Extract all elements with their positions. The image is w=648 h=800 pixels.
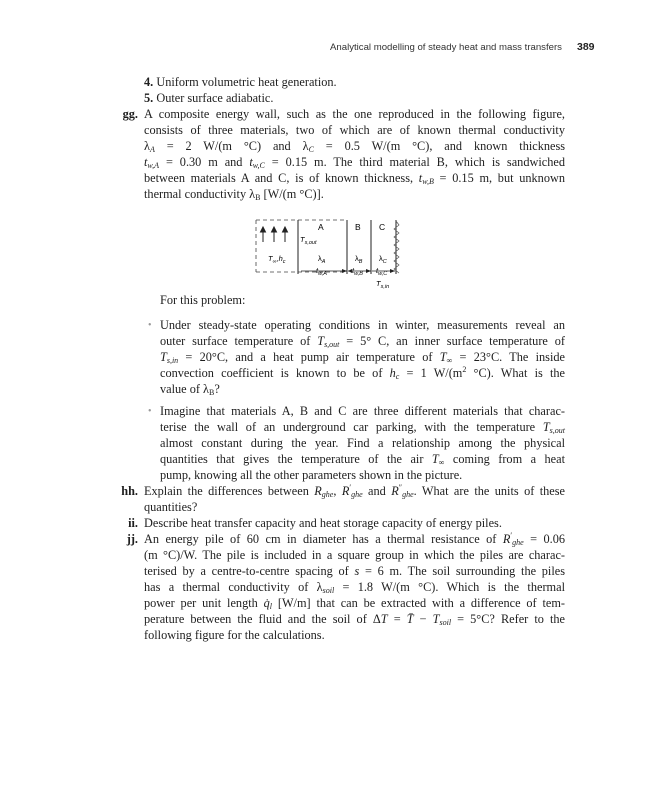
problem-intro: For this problem:	[160, 293, 246, 307]
label-ts-out: $T_{s,out}$	[300, 235, 317, 246]
list-item-5: 5. Outer surface adiabatic.	[144, 91, 274, 105]
hh-line-1: Explain the differences between $R_{ghe}$, $R'_{ghe}$ and $R''_{ghe}$. What are the units of these	[144, 483, 565, 499]
exercise-label-jj: jj.	[126, 532, 138, 546]
jj-line-6: perature between the fluid and the soil of ΔT = T̄ − $T_{soil} = 5^\circ C$? Refer to the	[144, 612, 565, 627]
gg-line-4: $t_{w,A} = 0.30$ m and $t_{w,C} = 0.15$ m. The third material B, which is sandwiched	[144, 155, 565, 170]
bullet1-line-2: outer surface temperature of $T_{s,out} = 5^\circ$ C, an inner surface temperature of	[160, 334, 565, 349]
exercise-label-hh: hh.	[121, 484, 138, 498]
thickness-arrows	[300, 268, 400, 280]
bullet2-line-2: terise the wall of an underground car parking, with the temperature $T_{s,out}$	[160, 420, 565, 435]
bullet-dot-1: •	[148, 320, 152, 331]
label-tinf-hc: $T_\infty,h_c$	[268, 254, 286, 265]
bullet1-line-1: Under steady-state operating conditions in winter, measurements reveal an	[160, 318, 565, 332]
gg-line-5: between materials A and C, is of known thickness, $t_{w,B} = 0.15$ m, but unknown	[144, 171, 565, 186]
exercise-label-gg: gg.	[122, 107, 138, 121]
bullet-dot-2: •	[148, 406, 152, 417]
jj-line-4: has a thermal conductivity of $\lambda_{soil} = 1.8$ W/(m °C). Which is the thermal	[144, 580, 565, 595]
gg-line-6: thermal conductivity $\lambda_B$ [W/(m °C)].	[144, 187, 324, 202]
hh-line-2: quantities?	[144, 500, 198, 514]
convection-arrows	[261, 227, 288, 242]
label-material-c: C	[379, 222, 386, 232]
bullet1-line-5: value of $\lambda_B$?	[160, 382, 220, 397]
label-material-b: B	[355, 222, 361, 232]
bullet1-line-3: $T_{s,in} = 20^\circ C$, and a heat pump air temperature of $T_\infty = 23^\circ C$. The inside	[160, 350, 565, 365]
ii-line-1: Describe heat transfer capacity and heat storage capacity of energy piles.	[144, 516, 502, 530]
label-material-a: A	[318, 222, 324, 232]
bullet2-line-4: quantities that gives the temperature of the air $T_\infty$ coming from a heat	[160, 452, 565, 467]
label-lambda-b: $\lambda_B$	[355, 254, 363, 265]
gg-line-2: consists of three materials, two of which are of known thermal conductivity	[144, 123, 565, 137]
page-number: 389	[577, 41, 595, 53]
jj-line-3: terised by a centre-to-centre spacing of s = 6 m. The soil surrounding the piles	[144, 564, 565, 578]
list-item-4: 4. Uniform volumetric heat generation.	[144, 75, 337, 89]
bullet2-line-1: Imagine that materials A, B and C are three different materials that charac-	[160, 404, 565, 418]
gg-line-3: $\lambda_A = 2$ W/(m °C) and $\lambda_C = 0.5$ W/(m °C), and known thickness	[144, 139, 566, 154]
jj-line-7: following figure for the calculations.	[144, 628, 325, 642]
label-lambda-a: $\lambda_A$	[318, 254, 326, 265]
label-tw-b: $t_{w,B}$	[352, 266, 363, 277]
bullet2-line-5: pump, knowing all the other parameters shown in the picture.	[160, 468, 463, 482]
label-ts-in: $T_{s,in}$	[376, 279, 390, 290]
running-header-title: Analytical modelling of steady heat and mass transfers	[330, 42, 562, 53]
gg-line-1: A composite energy wall, such as the one reproduced in the following figure,	[144, 107, 565, 121]
jj-line-5: power per unit length $q̇_l$ [W/m] that can be extracted with a difference of tem-	[144, 596, 565, 611]
bullet2-line-3: almost constant during the year. Find a relationship among the physical	[160, 436, 565, 450]
jj-line-1: An energy pile of 60 cm in diameter has a thermal resistance of $R'_{ghe} = 0.06$	[144, 531, 565, 547]
label-tw-a: $t_{w,A}$	[316, 266, 327, 277]
label-lambda-c: $\lambda_C$	[379, 254, 387, 265]
exercise-label-ii: ii.	[128, 516, 138, 530]
label-tw-c: $t_{w,C}$	[376, 266, 388, 277]
bullet1-line-4: convection coefficient is known to be of $h_c = 1$ $W/(m^2$ °C). What is the	[160, 365, 565, 381]
jj-line-2: (m °C)/W. The pile is included in a square group in which the piles are charac-	[144, 548, 565, 562]
